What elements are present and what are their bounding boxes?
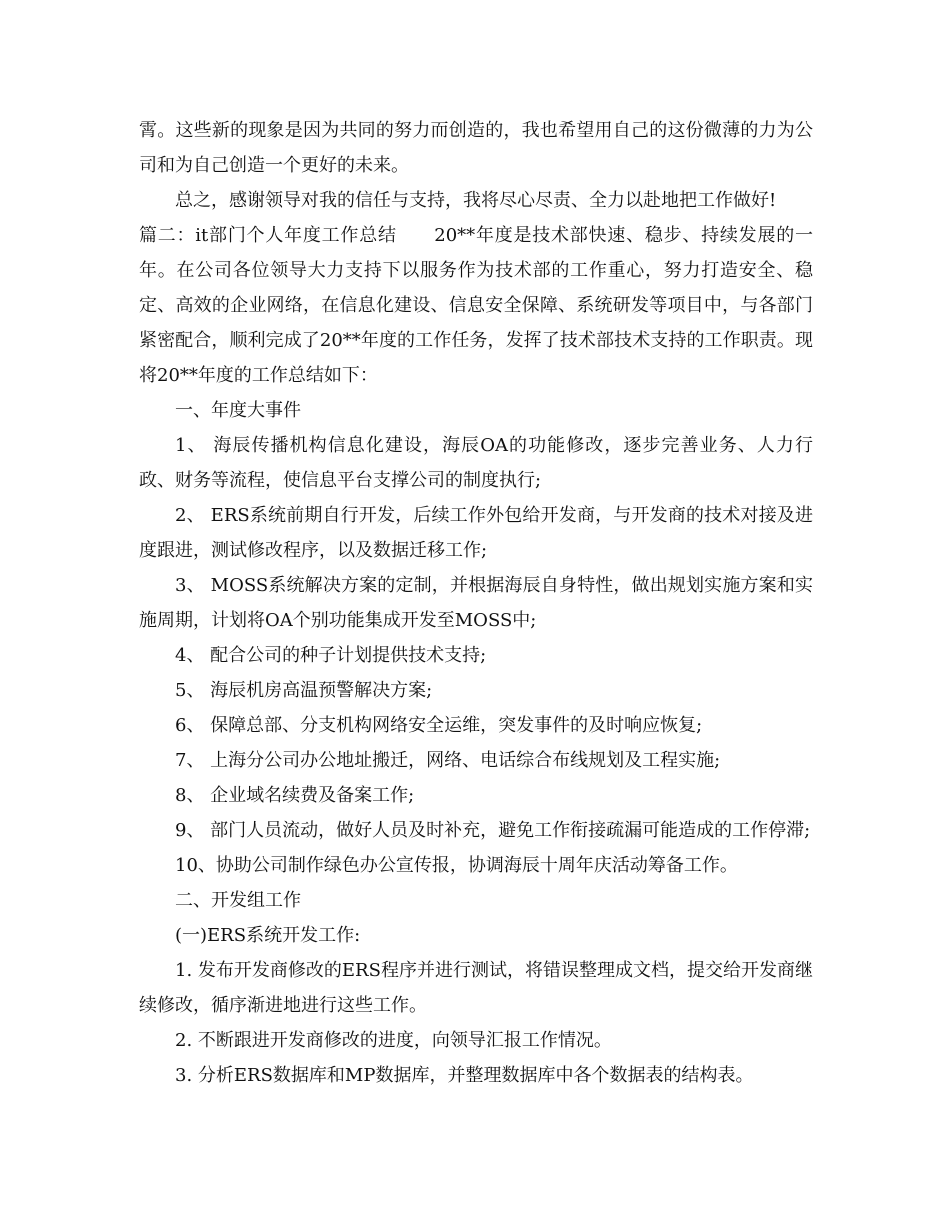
list-item-event-10: 10、协助公司制作绿色办公宣传报，协调海辰十周年庆活动筹备工作。 — [175, 855, 738, 876]
paragraph-closing-thanks: 总之，感谢领导对我的信任与支持，我将尽心尽责、全力以赴地把工作做好! — [175, 190, 777, 211]
list-item-event-4: 4、 配合公司的种子计划提供技术支持; — [175, 645, 487, 666]
list-item-event-3: 3、 MOSS系统解决方案的定制，并根据海辰自身特性，做出规划实施方案和实施周期，计划将OA个别功能集成开发至MOSS中; — [139, 575, 813, 631]
heading-annual-events: 一、年度大事件 — [175, 400, 301, 421]
list-item-ers-2: 2. 不断跟进开发商修改的进度，向领导汇报工作情况。 — [175, 1030, 612, 1051]
list-item-event-2: 2、 ERS系统前期自行开发，后续工作外包给开发商，与开发商的技术对接及进度跟进，测试修改程序，以及数据迁移工作; — [139, 505, 813, 561]
list-item-event-1: 1、 海辰传播机构信息化建设，海辰OA的功能修改，逐步完善业务、人力行政、财务等流程，使信息平台支撑公司的制度执行; — [139, 435, 813, 491]
document-body — [139, 113, 813, 1093]
paragraph-section-two-intro: 篇二：it部门个人年度工作总结 20**年度是技术部快速、稳步、持续发展的一年。在公司各位领导大力支持下以服务作为技术部的工作重心，努力打造安全、稳定、高效的企业网络，在信息化建设、信息安全保障、系统研发等项目中，与各部门紧密配合，顺利完成了20**年度的工作任务，发挥了技术部技术支持的工作职责。现将20**年度的工作总结如下： — [139, 225, 813, 386]
list-item-event-6: 6、 保障总部、分支机构网络安全运维，突发事件的及时响应恢复; — [175, 715, 703, 736]
heading-dev-group-work: 二、开发组工作 — [175, 890, 301, 911]
paragraph-intro-continuation: 霄。这些新的现象是因为共同的努力而创造的，我也希望用自己的这份微薄的力为公司和为自己创造一个更好的未来。 — [139, 120, 813, 176]
list-item-event-7: 7、 上海分公司办公地址搬迁，网络、电话综合布线规划及工程实施; — [175, 750, 721, 771]
list-item-event-8: 8、 企业域名续费及备案工作; — [175, 785, 415, 806]
list-item-event-5: 5、 海辰机房高温预警解决方案; — [175, 680, 433, 701]
list-item-ers-3: 3. 分析ERS数据库和MP数据库，并整理数据库中各个数据表的结构表。 — [175, 1065, 754, 1086]
list-item-event-9: 9、 部门人员流动，做好人员及时补充，避免工作衔接疏漏可能造成的工作停滞; — [175, 820, 811, 841]
subheading-ers-development: (一)ERS系统开发工作: — [175, 925, 361, 946]
list-item-ers-1: 1. 发布开发商修改的ERS程序并进行测试，将错误整理成文档，提交给开发商继续修改，循序渐进地进行这些工作。 — [139, 960, 813, 1016]
